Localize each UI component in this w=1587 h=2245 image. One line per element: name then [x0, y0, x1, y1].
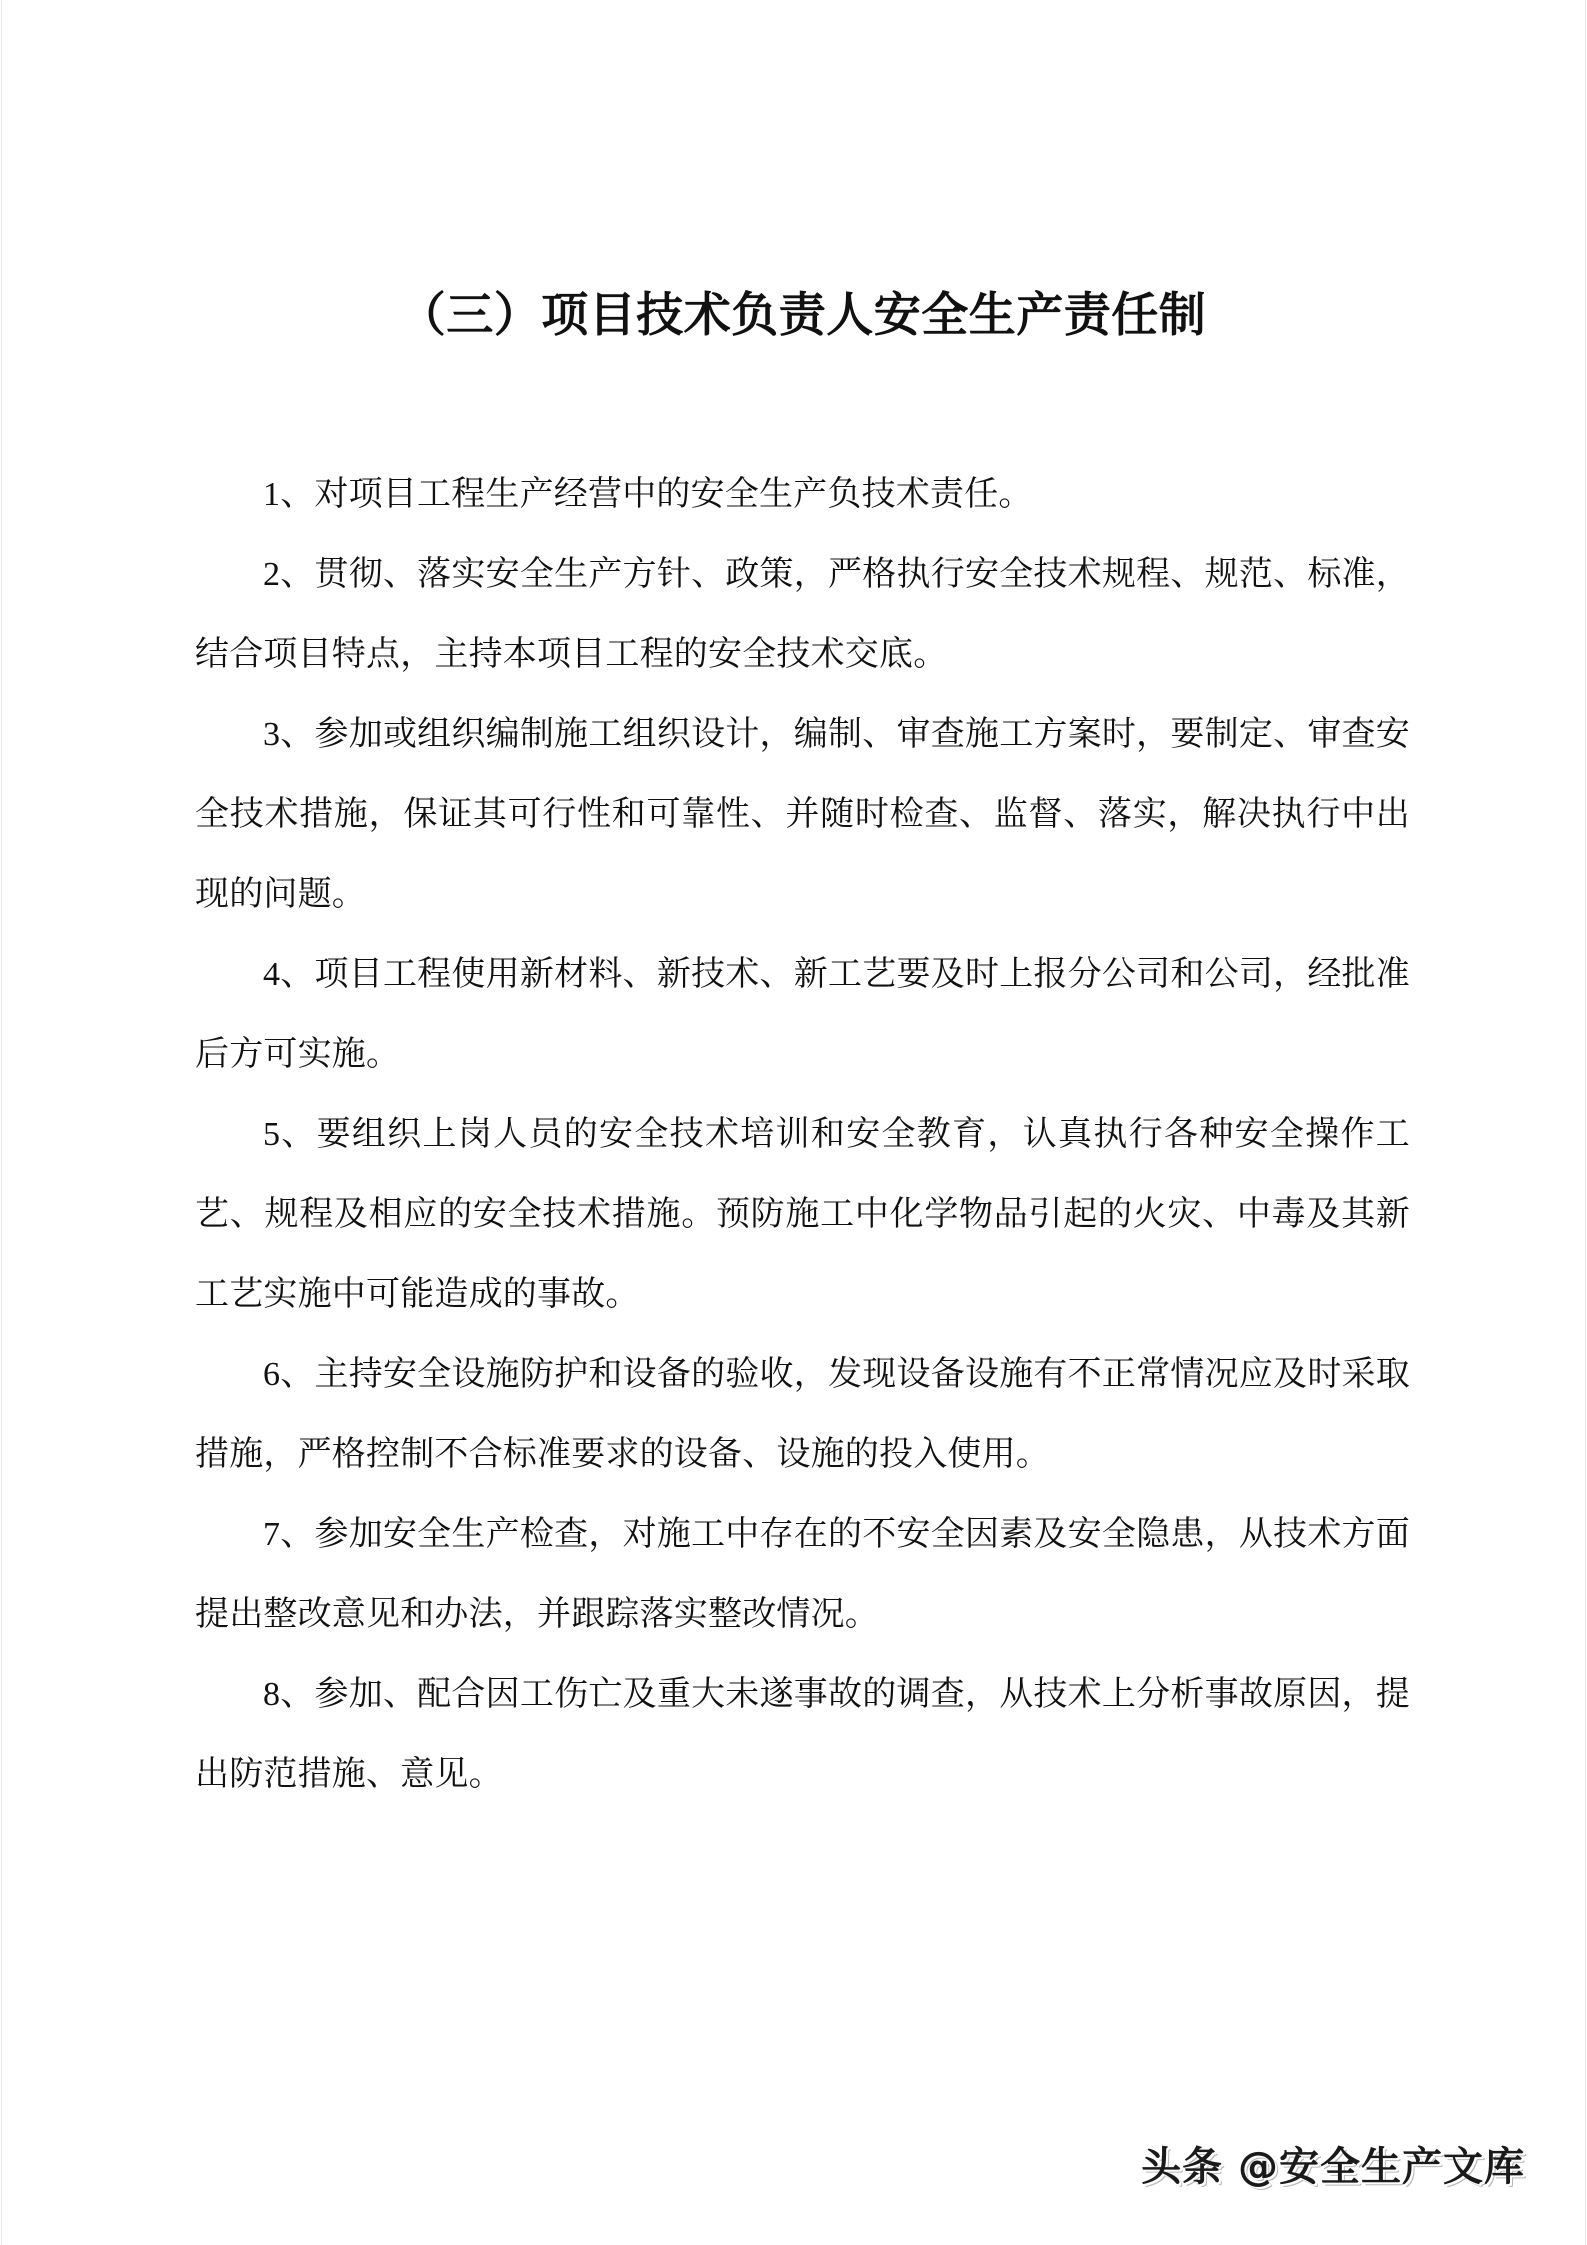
clause-item: 8、参加、配合因工伤亡及重大未遂事故的调查，从技术上分析事故原因，提出防范措施、意见。 — [195, 1676, 1410, 1793]
page-title: （三）项目技术负责人安全生产责任制 — [398, 288, 1207, 343]
clause-item: 3、参加或组织编制施工组织设计，编制、审查施工方案时，要制定、审查安全技术措施，保证其可行性和可靠性、并随时检查、监督、落实，解决执行中出现的问题。 — [195, 716, 1410, 913]
clause-item: 2、贯彻、落实安全生产方针、政策，严格执行安全技术规程、规范、标准，结合项目特点，主持本项目工程的安全技术交底。 — [195, 556, 1410, 673]
clause-item: 1、对项目工程生产经营中的安全生产负技术责任。 — [263, 476, 1033, 513]
clause-list — [195, 455, 1410, 1815]
clause-item: 4、项目工程使用新材料、新技术、新工艺要及时上报分公司和公司，经批准后方可实施。 — [195, 956, 1410, 1073]
watermark: 头条 @安全生产文库 — [1141, 2144, 1525, 2190]
clause-item: 7、参加安全生产检查，对施工中存在的不安全因素及安全隐患，从技术方面提出整改意见和办法，并跟踪落实整改情况。 — [195, 1516, 1410, 1633]
page-left-edge-rule — [1, 0, 2, 2245]
clause-item: 6、主持安全设施防护和设备的验收，发现设备设施有不正常情况应及时采取措施，严格控制不合标准要求的设备、设施的投入使用。 — [195, 1356, 1410, 1473]
page-right-edge-rule — [1585, 0, 1586, 2245]
clause-item: 5、要组织上岗人员的安全技术培训和安全教育，认真执行各种安全操作工艺、规程及相应的安全技术措施。预防施工中化学物品引起的火灾、中毒及其新工艺实施中可能造成的事故。 — [195, 1116, 1410, 1313]
